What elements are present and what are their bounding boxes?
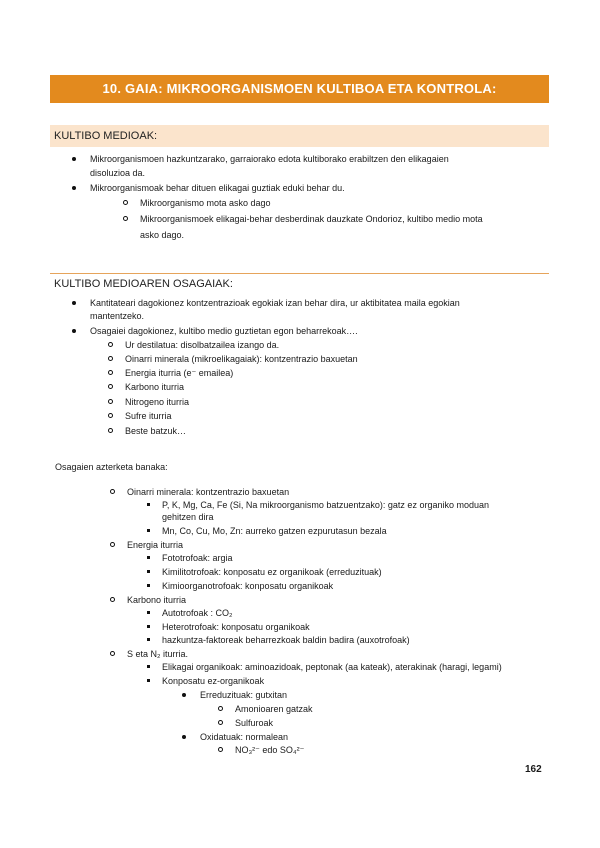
- osagai-text: Beste batzuk…: [125, 426, 187, 436]
- component-heading: [127, 538, 183, 552]
- osagai-text: Oinarri minerala (mikroelikagaiak): kontzentrazio baxuetan: [125, 354, 358, 364]
- bullet-item: [90, 296, 460, 310]
- compound-item-text: Amonioaren gatzak: [235, 704, 313, 714]
- component-detail: [162, 579, 333, 593]
- component-detail-text: Kimilitotrofoak: konposatu ez organikoak (erreduzituak): [162, 567, 382, 577]
- compound-item-text: NO₃²⁻ edo SO₄²⁻: [235, 745, 305, 755]
- osagai-text: Karbono iturria: [125, 382, 185, 392]
- compound-group-text: Erreduzituak: gutxitan: [200, 690, 288, 700]
- sub-bullet-text-continuation: asko dago.: [140, 230, 185, 240]
- bullet-text-continuation: mantentzeko.: [90, 311, 145, 321]
- component-detail-text: Kimioorganotrofoak: konposatu organikoak: [162, 581, 334, 591]
- page-number: 162: [525, 764, 542, 775]
- component-detail: [162, 606, 233, 620]
- component-detail: [162, 620, 310, 634]
- chapter-title: 10. GAIA: MIKROORGANISMOEN KULTIBOA ETA KONTROLA:: [50, 75, 549, 103]
- bullet-text: Mikroorganismoak behar dituen elikagai guztiak eduki behar du.: [90, 183, 345, 193]
- sub-bullet-item: [140, 196, 271, 210]
- compound-item: [235, 716, 273, 730]
- bullet-text: Mikroorganismoen hazkuntzarako, garraiorako edota kultiborako erabiltzen den elikagaien: [90, 154, 449, 164]
- osagai-item: [125, 352, 358, 366]
- component-detail-text: Fototrofoak: argia: [162, 553, 233, 563]
- bullet-item: [90, 152, 545, 166]
- osagai-item: [125, 395, 189, 409]
- bullet-item: [90, 181, 345, 195]
- bullet-text: Kantitateari dagokionez kontzentrazioak egokiak izan behar dira, ur aktibitatea maila egokian: [90, 298, 460, 308]
- component-detail: [162, 633, 410, 647]
- component-detail-text: Autotrofoak : CO₂: [162, 608, 233, 618]
- component-detail-continuation: gehitzen dira: [162, 512, 214, 522]
- component-heading-text: Energia iturria: [127, 540, 184, 550]
- component-heading-text: S eta N₂ iturria.: [127, 649, 189, 659]
- compound-item-text: Sulfuroak: [235, 718, 274, 728]
- osagai-item: [125, 380, 184, 394]
- sub-bullet-text: Mikroorganismoek elikagai-behar desberdinak dauzkate Ondorioz, kultibo medio mota: [140, 214, 483, 224]
- compound-group-text: Oxidatuak: normalean: [200, 732, 289, 742]
- compound-item: [235, 743, 304, 757]
- component-detail-text: Heterotrofoak: konposatu organikoak: [162, 622, 310, 632]
- osagai-item: [125, 366, 233, 380]
- compound-item: [235, 702, 313, 716]
- section-heading-kultibo-medioak: KULTIBO MEDIOAK:: [50, 125, 549, 147]
- component-detail: [162, 660, 502, 674]
- osagai-text: Nitrogeno iturria: [125, 397, 190, 407]
- component-detail: [162, 565, 382, 579]
- component-heading: [127, 485, 289, 499]
- component-detail: [162, 524, 387, 538]
- osagai-text: Ur destilatua: disolbatzailea izango da.: [125, 340, 280, 350]
- sub-bullet-item: [140, 212, 483, 226]
- analysis-intro: Osagaien azterketa banaka:: [55, 462, 168, 472]
- component-detail-text: Konposatu ez-organikoak: [162, 676, 265, 686]
- component-heading: [127, 593, 186, 607]
- osagai-item: [125, 424, 186, 438]
- compound-group: [200, 730, 288, 744]
- osagai-text: Energia iturria (e⁻ emailea): [125, 368, 234, 378]
- bullet-item: [90, 324, 358, 338]
- component-heading: [127, 647, 188, 661]
- component-detail-text: Elikagai organikoak: aminoazidoak, peptonak (aa kateak), aterakinak (haragi, legami): [162, 662, 502, 672]
- compound-group: [200, 688, 287, 702]
- component-heading-text: Karbono iturria: [127, 595, 187, 605]
- component-detail-text: hazkuntza-faktoreak beharrezkoak baldin badira (auxotrofoak): [162, 635, 410, 645]
- osagai-text: Sufre iturria: [125, 411, 172, 421]
- osagai-item: [125, 409, 172, 423]
- component-detail-text: Mn, Co, Cu, Mo, Zn: aurreko gatzen ezpurutasun bezala: [162, 526, 387, 536]
- bullet-text: Osagaiei dagokionez, kultibo medio guztietan egon beharrekoak….: [90, 326, 358, 336]
- component-heading-text: Oinarri minerala: kontzentrazio baxuetan: [127, 487, 290, 497]
- bullet-text-continuation: disoluzioa da.: [90, 168, 146, 178]
- component-detail: [162, 551, 233, 565]
- osagai-item: [125, 338, 279, 352]
- component-detail: [162, 674, 264, 688]
- sub-bullet-text: Mikroorganismo mota asko dago: [140, 198, 271, 208]
- component-detail-text: P, K, Mg, Ca, Fe (Si, Na mikroorganismo batzuentzako): gatz ez organiko moduan: [162, 500, 489, 510]
- section-heading-kultibo-medioaren-osagaiak: KULTIBO MEDIOAREN OSAGAIAK:: [50, 273, 549, 291]
